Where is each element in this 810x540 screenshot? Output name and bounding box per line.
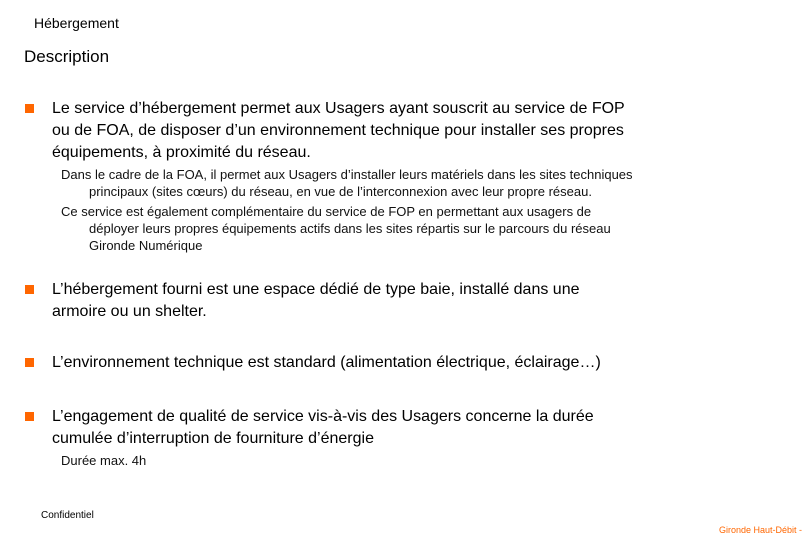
bullet-1-line-2: ou de FOA, de disposer d’un environnement technique pour installer ses propres — [52, 122, 624, 139]
bullet-1-text — [52, 98, 625, 164]
page-header-title: Hébergement — [34, 15, 119, 31]
bullet-2-text — [52, 279, 580, 323]
bullet-square-icon — [25, 412, 34, 421]
section-title: Description — [24, 47, 110, 66]
bullet-square-icon — [25, 358, 34, 367]
bullet-2-line-2: armoire ou un shelter. — [52, 303, 207, 320]
bullet-4-text — [52, 406, 594, 450]
subpoint-3-line-1: Durée max. 4h — [61, 453, 147, 468]
bullet-2-line-1: L’hébergement fourni est une espace dédié de type baie, installé dans une — [52, 281, 580, 298]
bullet-3-text — [52, 352, 601, 374]
subpoint-1-line-2: principaux (sites cœurs) du réseau, en vue de l’interconnexion avec leur propre réseau. — [89, 184, 592, 199]
bullet-square-icon — [25, 285, 34, 294]
bullet-4-line-2: cumulée d’interruption de fourniture d’énergie — [52, 430, 374, 447]
bullet-4-line-1: L’engagement de qualité de service vis-à-vis des Usagers concerne la durée — [52, 408, 594, 425]
footer-brand: Gironde Haut-Débit - — [718, 525, 802, 535]
subpoint-2-line-1: Ce service est également complémentaire du service de FOP en permettant aux usagers de — [61, 204, 592, 219]
bullet-1-line-3: équipements, à proximité du réseau. — [52, 144, 311, 161]
subpoint-1-line-1: Dans le cadre de la FOA, il permet aux Usagers d’installer leurs matériels dans les sites techniques — [61, 167, 633, 182]
bullet-1-line-1: Le service d’hébergement permet aux Usagers ayant souscrit au service de FOP — [52, 100, 625, 117]
bullet-square-icon — [25, 104, 34, 113]
bullet-3-line-1: L’environnement technique est standard (alimentation électrique, éclairage…) — [52, 354, 601, 371]
subpoint-2-line-3: Gironde Numérique — [89, 238, 203, 253]
subpoint-2-line-2: déployer leurs propres équipements actifs dans les sites répartis sur le parcours du réseau — [89, 221, 611, 236]
confidential-label: Confidentiel — [41, 510, 94, 521]
